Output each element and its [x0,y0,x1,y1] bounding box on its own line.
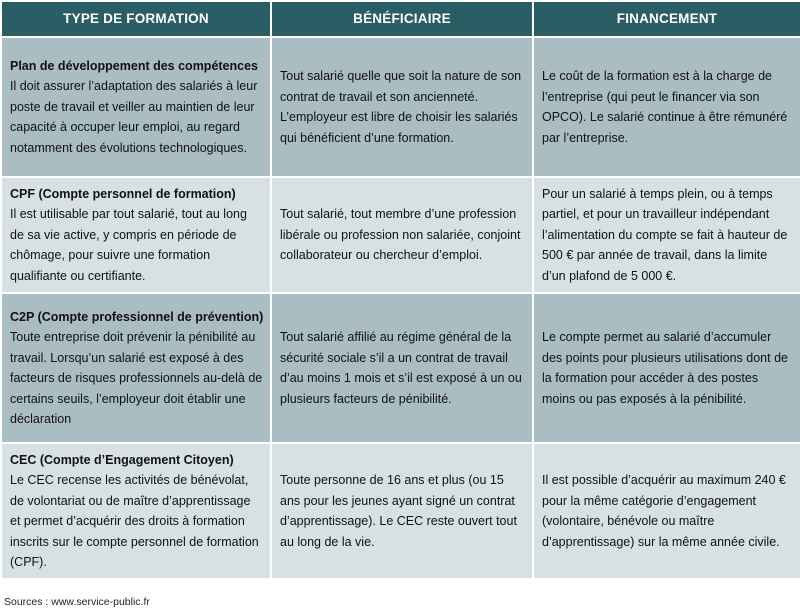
beneficiaire-cell: Tout salarié affilié au régime général de la sécurité sociale s’il a un contrat de travail d’au moins 1 mois et s’il est exposé à un ou plusieurs facteurs de pénibilité. [271,293,533,443]
row-description: Toute entreprise doit prévenir la pénibilité au travail. Lorsqu’un salarié est exposé à des facteurs de risques professionnels au-delà de certains seuils, l’employeur doit établir une déclaration [10,330,263,426]
table-row [1,293,800,443]
row-title: C2P (Compte professionnel de prévention) [10,309,264,324]
header-beneficiaire: BÉNÉFICIAIRE [271,1,533,37]
source-note: Sources : www.service-public.fr [4,596,150,608]
row-description: Il est utilisable par tout salarié, tout au long de sa vie active, y compris en période de chômage, pour suivre une formation qualifiante ou certifiante. [10,207,247,283]
row-description: Le CEC recense les activités de bénévolat, de volontariat ou de maître d’apprentissage et permet d’acquérir des droits à formation inscrits sur le compte personnel de formation (CPF). [10,473,259,569]
financement-cell: Pour un salarié à temps plein, ou à temps partiel, et pour un travailleur indépendant l’alimentation du compte se fait à hauteur de 500 € par année de travail, dans la limite d’un plafond de 5 000 €. [533,177,800,293]
type-formation-cell [1,443,271,579]
row-title: CEC (Compte d’Engagement Citoyen) [10,452,234,467]
beneficiaire-cell: Toute personne de 16 ans et plus (ou 15 ans pour les jeunes ayant signé un contrat d’apprentissage). Le CEC reste ouvert tout au long de la vie. [271,443,533,579]
table-row [1,37,800,177]
type-formation-cell [1,37,271,177]
beneficiaire-cell: Tout salarié quelle que soit la nature de son contrat de travail et son ancienneté. L’employeur est libre de choisir les salariés qui bénéficient d’une formation. [271,37,533,177]
header-financement: FINANCEMENT [533,1,800,37]
row-description: Il doit assurer l’adaptation des salariés à leur poste de travail et veiller au maintien de leur capacité à occuper leur emploi, au regard notamment des évolutions technologiques. [10,79,258,155]
type-formation-cell [1,293,271,443]
row-title: CPF (Compte personnel de formation) [10,186,236,201]
table-header-row [1,1,800,37]
financement-cell: Le compte permet au salarié d’accumuler des points pour plusieurs utilisations dont de la formation pour accéder à des postes moins ou pas exposés à la pénibilité. [533,293,800,443]
financement-cell: Il est possible d’acquérir au maximum 240 € pour la même catégorie d’engagement (volontaire, bénévole ou maître d’apprentissage) sur la même année civile. [533,443,800,579]
row-title: Plan de développement des compétences [10,58,258,73]
beneficiaire-cell: Tout salarié, tout membre d’une profession libérale ou profession non salariée, conjoint collaborateur ou chercheur d’emploi. [271,177,533,293]
financement-cell: Le coût de la formation est à la charge de l’entreprise (qui peut le financer via son OPCO). Le salarié continue à être rémunéré par l’entreprise. [533,37,800,177]
header-type-formation: TYPE DE FORMATION [1,1,271,37]
table-row [1,177,800,293]
table-row [1,443,800,579]
type-formation-cell [1,177,271,293]
